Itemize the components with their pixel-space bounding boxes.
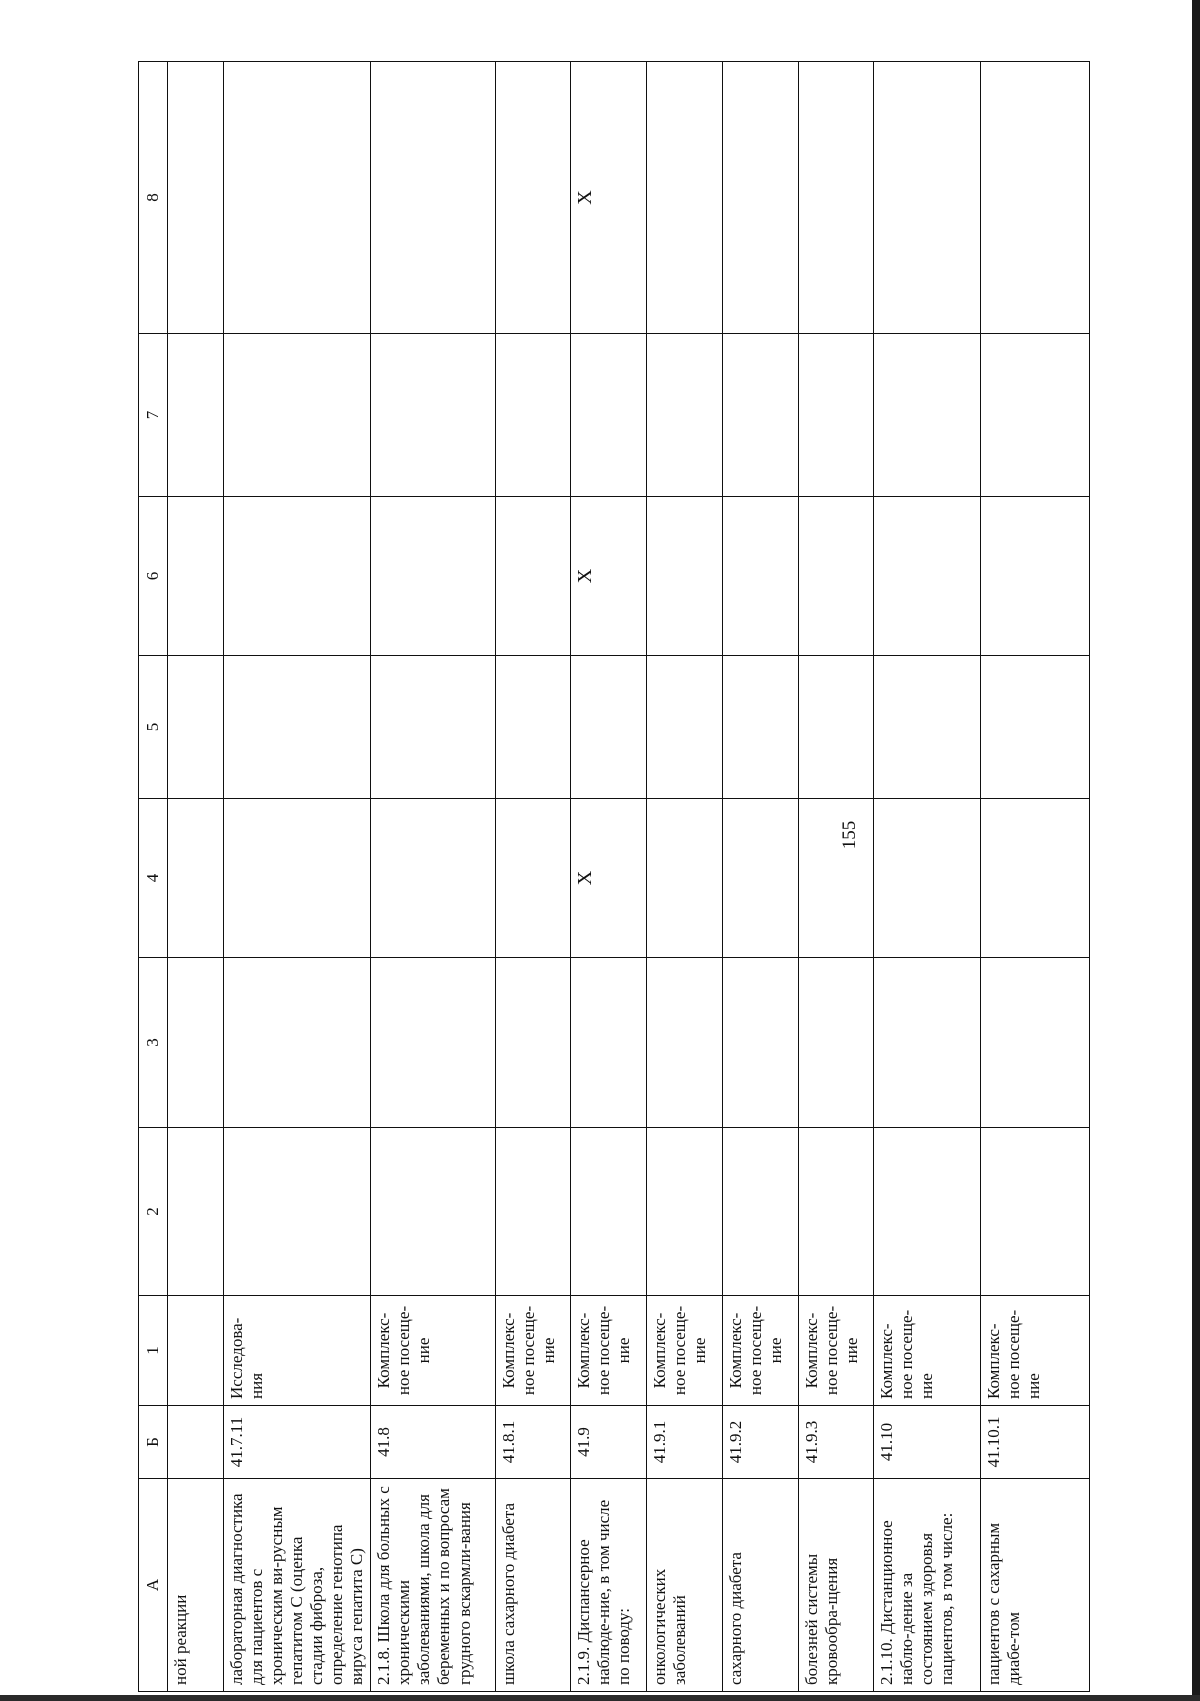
row-code: 41.9 (571, 1406, 647, 1479)
cell-empty (224, 334, 371, 497)
data-table (138, 61, 1090, 1692)
cell-empty (168, 656, 224, 799)
cell-empty (723, 334, 799, 497)
row-label: онкологических заболеваний (647, 1479, 723, 1692)
table-row (224, 62, 371, 1692)
table-row (647, 62, 723, 1692)
cell-empty (496, 1128, 571, 1296)
row-unit: Комплекс-ное посеще-ние (496, 1296, 571, 1406)
header-cell-5: 5 (139, 656, 168, 799)
cell-empty (874, 1128, 981, 1296)
table-row (168, 62, 224, 1692)
cell-col8 (496, 62, 571, 334)
row-unit: Комплекс-ное посеще-ние (371, 1296, 496, 1406)
cell-empty (496, 334, 571, 497)
cell-empty (647, 1128, 723, 1296)
table-row (496, 62, 571, 1692)
cell-empty (371, 1128, 496, 1296)
cell-col4 (647, 799, 723, 958)
cell-empty (371, 958, 496, 1128)
row-code: 41.9.2 (723, 1406, 799, 1479)
header-row (139, 62, 168, 1692)
cell-col6 (874, 497, 981, 656)
cell-col6 (981, 497, 1090, 656)
cell-empty (647, 958, 723, 1128)
cell-empty (571, 656, 647, 799)
cell-col4 (371, 799, 496, 958)
cell-col6 (723, 497, 799, 656)
row-unit: Комплекс-ное посеще-ние (799, 1296, 874, 1406)
row-code: 41.10.1 (981, 1406, 1090, 1479)
cell-col6 (371, 497, 496, 656)
cell-empty (874, 958, 981, 1128)
cell-col4 (981, 799, 1090, 958)
cell-col8 (981, 62, 1090, 334)
cell-empty (874, 334, 981, 497)
row-label: 2.1.8. Школа для больных с хроническими заболеваниями, школа для беременных и по вопросам грудного вскармли-вания (371, 1479, 496, 1692)
cell-empty (874, 656, 981, 799)
table-row (371, 62, 496, 1692)
cell-col4 (874, 799, 981, 958)
cell-empty (371, 656, 496, 799)
cell-col4 (224, 799, 371, 958)
row-code: 41.8 (371, 1406, 496, 1479)
cell-col8 (723, 62, 799, 334)
cell-empty (571, 958, 647, 1128)
cell-empty (168, 334, 224, 497)
header-cell-8: 8 (139, 62, 168, 334)
cell-empty (981, 334, 1090, 497)
row-unit (168, 1296, 224, 1406)
row-code (168, 1406, 224, 1479)
cell-col6 (224, 497, 371, 656)
cell-empty (723, 656, 799, 799)
row-label: лабораторная диагностика для пациентов с хроническим ви-русным гепатитом С (оценка стадии фиброза, определение генотипа вируса гепатита С) (224, 1479, 371, 1692)
row-label: 2.1.9. Диспансерное наблюде-ние, в том числе по поводу: (571, 1479, 647, 1692)
table-container (138, 62, 1090, 1692)
cell-empty (496, 958, 571, 1128)
cell-col4 (496, 799, 571, 958)
row-unit: Комплекс-ное посеще-ние (571, 1296, 647, 1406)
row-label: ной реакции (168, 1479, 224, 1692)
cell-col8 (371, 62, 496, 334)
cell-col6 (496, 497, 571, 656)
cell-empty (168, 1128, 224, 1296)
row-unit: Комплекс-ное посеще-ние (981, 1296, 1090, 1406)
cell-col6 (799, 497, 874, 656)
cell-empty (723, 1128, 799, 1296)
cell-empty (981, 958, 1090, 1128)
cell-empty (224, 1128, 371, 1296)
header-cell-a: А (139, 1479, 168, 1692)
cell-col8 (874, 62, 981, 334)
scan-edge-bottom (0, 1695, 1200, 1701)
row-code: 41.10 (874, 1406, 981, 1479)
cell-col6 (647, 497, 723, 656)
cell-empty (168, 958, 224, 1128)
cell-col8 (168, 62, 224, 334)
cell-empty (496, 656, 571, 799)
cell-col4 (168, 799, 224, 958)
cell-empty (224, 958, 371, 1128)
cell-empty (224, 656, 371, 799)
table-row (981, 62, 1090, 1692)
cell-empty (647, 656, 723, 799)
cell-col8 (224, 62, 371, 334)
row-label: школа сахарного диабета (496, 1479, 571, 1692)
cell-col8 (799, 62, 874, 334)
cell-empty (799, 958, 874, 1128)
cell-empty (723, 958, 799, 1128)
row-unit: Комплекс-ное посеще-ние (874, 1296, 981, 1406)
cell-empty (371, 334, 496, 497)
cell-col4: X (571, 799, 647, 958)
row-code: 41.7.11 (224, 1406, 371, 1479)
header-cell-7: 7 (139, 334, 168, 497)
scan-edge-right (1192, 0, 1200, 1701)
cell-col8 (647, 62, 723, 334)
page-number: 155 (839, 820, 860, 850)
cell-empty (571, 334, 647, 497)
row-code: 41.8.1 (496, 1406, 571, 1479)
row-unit: Комплекс-ное посеще-ние (723, 1296, 799, 1406)
row-code: 41.9.1 (647, 1406, 723, 1479)
cell-col4 (723, 799, 799, 958)
table-row (799, 62, 874, 1692)
row-code: 41.9.3 (799, 1406, 874, 1479)
cell-empty (647, 334, 723, 497)
cell-empty (981, 1128, 1090, 1296)
cell-col4 (799, 799, 874, 958)
header-cell-4: 4 (139, 799, 168, 958)
cell-empty (571, 1128, 647, 1296)
table-row (723, 62, 799, 1692)
row-label: болезней системы кровообра-щения (799, 1479, 874, 1692)
row-label: сахарного диабета (723, 1479, 799, 1692)
header-cell-b: Б (139, 1406, 168, 1479)
row-unit: Исследова-ния (224, 1296, 371, 1406)
header-cell-2: 2 (139, 1128, 168, 1296)
cell-col6 (168, 497, 224, 656)
row-label: пациентов с сахарным диабе-том (981, 1479, 1090, 1692)
table-row (571, 62, 647, 1692)
cell-empty (799, 656, 874, 799)
header-cell-6: 6 (139, 497, 168, 656)
header-cell-3: 3 (139, 958, 168, 1128)
cell-empty (799, 334, 874, 497)
cell-col6: X (571, 497, 647, 656)
cell-empty (799, 1128, 874, 1296)
header-cell-1: 1 (139, 1296, 168, 1406)
row-label: 2.1.10. Дистанционное наблю-дение за состоянием здоровья пациентов, в том числе: (874, 1479, 981, 1692)
cell-col8: X (571, 62, 647, 334)
table-row (874, 62, 981, 1692)
row-unit: Комплекс-ное посеще-ние (647, 1296, 723, 1406)
cell-empty (981, 656, 1090, 799)
